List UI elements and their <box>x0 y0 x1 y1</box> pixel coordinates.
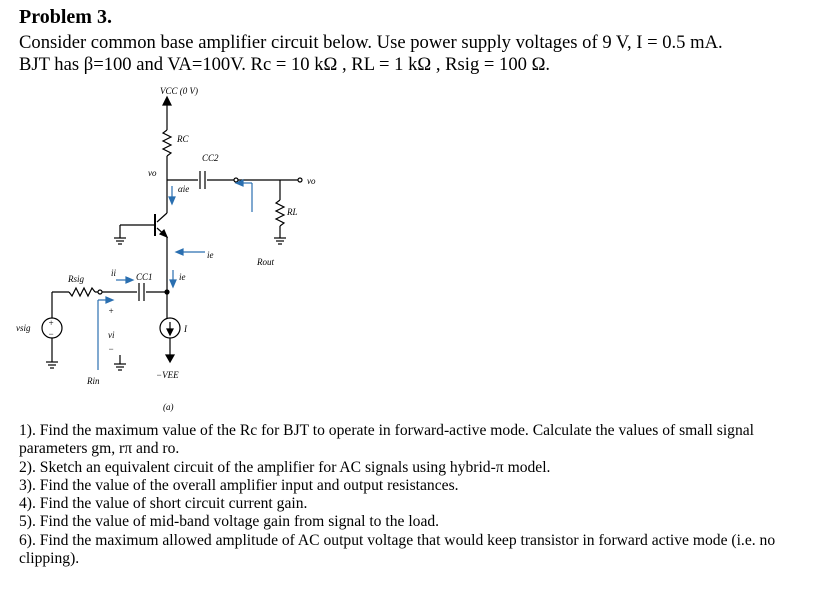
vi-label: vi <box>108 330 115 340</box>
vo-node-label: vo <box>148 168 157 178</box>
vo-label: vo <box>307 176 316 186</box>
current-i-label: I <box>184 324 187 334</box>
rin-label: Rin <box>87 376 100 386</box>
vcc-label: VCC (0 V) <box>160 86 198 96</box>
rc-label: RC <box>177 134 189 144</box>
collector-diag <box>157 213 167 222</box>
alpha-ie-arrowhead <box>169 197 175 204</box>
ii-arrowhead <box>126 277 133 283</box>
rsig-label: Rsig <box>68 274 85 284</box>
rl-label: RL <box>287 207 298 217</box>
vee-arrow <box>166 355 174 362</box>
question-list <box>19 422 824 568</box>
vi-terminal <box>98 290 102 294</box>
vo-terminal <box>298 178 302 182</box>
vi-plus: + <box>108 306 115 316</box>
ii-label: ii <box>111 268 117 278</box>
alpha-ie-label: αie <box>178 184 190 194</box>
output-node-1 <box>234 178 238 182</box>
cc2-label: CC2 <box>202 153 219 163</box>
vsig-plus: + <box>48 318 55 328</box>
problem-intro <box>19 32 829 76</box>
rc-resistor <box>163 130 171 156</box>
question-1: 1). Find the maximum value of the Rc for BJT to operate in forward-active mode. Calculate the values of small signal parameters gm, rπ and ro. <box>19 422 755 458</box>
ie-label: ie <box>179 272 186 282</box>
vsig-minus: − <box>48 329 55 339</box>
question-6: 6). Find the maximum allowed amplitude of AC output voltage that would keep transistor in forward active mode (i.e. no clipping). <box>19 531 776 568</box>
ie-right-label: ie <box>207 250 214 260</box>
question-3: 3). Find the value of the overall amplifier input and output resistances. <box>19 476 459 494</box>
problem-title: Problem 3. <box>19 6 112 28</box>
intro-line-1: Consider common base amplifier circuit below. Use power supply voltages of 9 V, I = 0.5 mA. <box>19 32 723 53</box>
question-5: 5). Find the value of mid-band voltage gain from signal to the load. <box>19 513 440 531</box>
rin-arrowhead <box>106 297 113 303</box>
ie-right-arrowhead <box>176 249 183 255</box>
cc1-label: CC1 <box>136 272 153 282</box>
circuit-figure <box>0 85 420 420</box>
rl-resistor <box>276 200 284 226</box>
rout-label: Rout <box>257 257 274 267</box>
figure-caption: (a) <box>163 402 174 412</box>
vee-label: −VEE <box>156 370 179 380</box>
ie-arrowhead <box>170 280 176 287</box>
rsig-resistor <box>69 288 95 296</box>
vi-minus: − <box>108 344 115 354</box>
circuit-diagram <box>0 85 420 420</box>
current-source-arrowhead <box>167 329 173 335</box>
vsig-label: vsig <box>16 323 31 333</box>
vcc-arrow <box>163 97 171 105</box>
intro-line-2: BJT has β=100 and VA=100V. Rc = 10 kΩ , RL = 1 kΩ , Rsig = 100 Ω. <box>19 54 551 75</box>
question-4: 4). Find the value of short circuit current gain. <box>19 495 308 513</box>
question-2: 2). Sketch an equivalent circuit of the amplifier for AC signals using hybrid-π model. <box>19 458 551 476</box>
